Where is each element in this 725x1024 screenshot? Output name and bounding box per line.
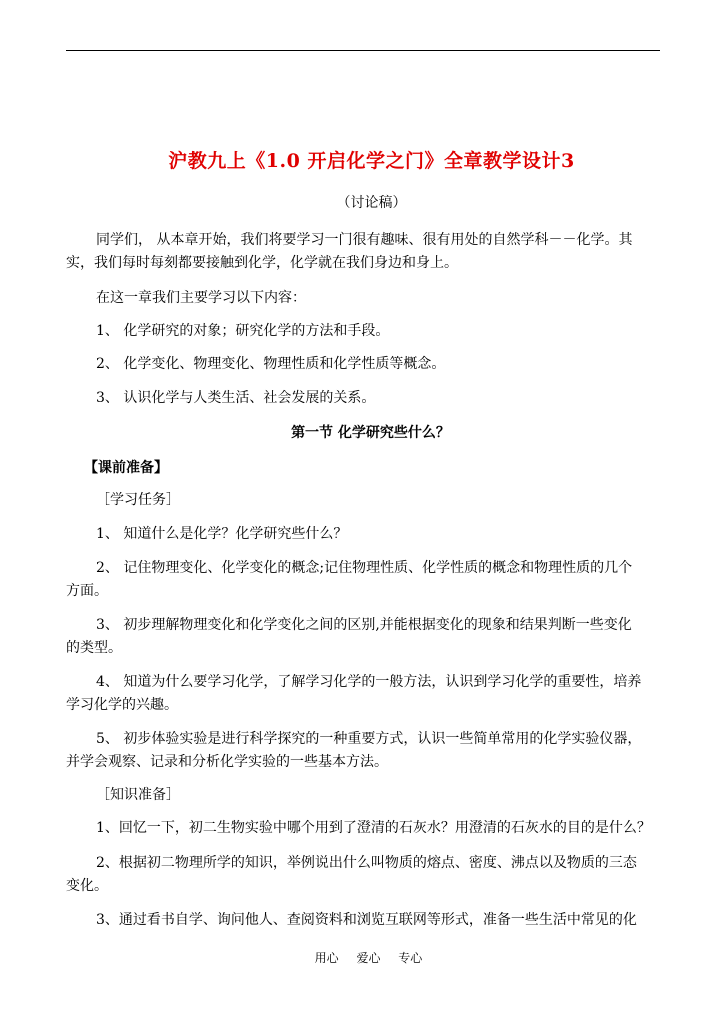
knowledge-item-1: 1、回忆一下，初二生物实验中哪个用到了澄清的石灰水？用澄清的石灰水的目的是什么？ — [96, 820, 651, 836]
task-item-3-line-1: 3、 初步理解物理变化和化学变化之间的区别,并能根据变化的现象和结果判断一些变化 — [96, 617, 632, 633]
section-title: 第一节 化学研究些什么？ — [291, 425, 450, 441]
knowledge-heading: ［知识准备］ — [96, 787, 180, 803]
task-item-3-line-2: 的类型。 — [66, 640, 122, 656]
contents-item-1: 1、 化学研究的对象；研究化学的方法和手段。 — [96, 323, 390, 339]
task-item-5-line-2: 并学会观察、记录和分析化学实验的一些基本方法。 — [66, 754, 388, 770]
intro-line-2: 实，我们每时每刻都要接触到化学，化学就在我们身边和身上。 — [66, 255, 458, 271]
task-item-4-line-2: 学习化学的兴趣。 — [66, 697, 178, 713]
task-item-2-line-1: 2、 记住物理变化、化学变化的概念;记住物理性质、化学性质的概念和物理性质的几个 — [96, 560, 633, 576]
contents-item-3: 3、 认识化学与人类生活、社会发展的关系。 — [96, 390, 376, 406]
prep-heading: 【课前准备】 — [84, 460, 168, 476]
header-rule — [66, 50, 660, 51]
page-title: 沪教九上《1.0 开启化学之门》全章教学设计3 — [168, 150, 575, 172]
task-item-4-line-1: 4、 知道为什么要学习化学，了解学习化学的一般方法，认识到学习化学的重要性，培养 — [96, 674, 642, 690]
task-item-1: 1、 知道什么是化学？化学研究些什么？ — [96, 526, 348, 542]
intro-line-1: 同学们， 从本章开始，我们将要学习一门很有趣味、很有用处的自然学科－－化学。其 — [96, 232, 633, 248]
task-item-2-line-2: 方面。 — [66, 583, 108, 599]
page-subtitle: （讨论稿） — [336, 195, 407, 211]
contents-heading: 在这一章我们主要学习以下内容： — [96, 290, 306, 306]
knowledge-item-3-line-1: 3、通过看书自学、询问他人、查阅资料和浏览互联网等形式，准备一些生活中常见的化 — [96, 912, 637, 928]
knowledge-item-2-line-1: 2、根据初二物理所学的知识，举例说出什么叫物质的熔点、密度、沸点以及物质的三态 — [96, 855, 637, 871]
page-footer: 用心 爱心 专心 — [314, 951, 423, 965]
contents-item-2: 2、 化学变化、物理变化、物理性质和化学性质等概念。 — [96, 356, 446, 372]
task-item-5-line-1: 5、 初步体验实验是进行科学探究的一种重要方式，认识一些简单常用的化学实验仪器， — [96, 731, 642, 747]
tasks-heading: ［学习任务］ — [96, 492, 180, 508]
knowledge-item-2-line-2: 变化。 — [66, 878, 108, 894]
